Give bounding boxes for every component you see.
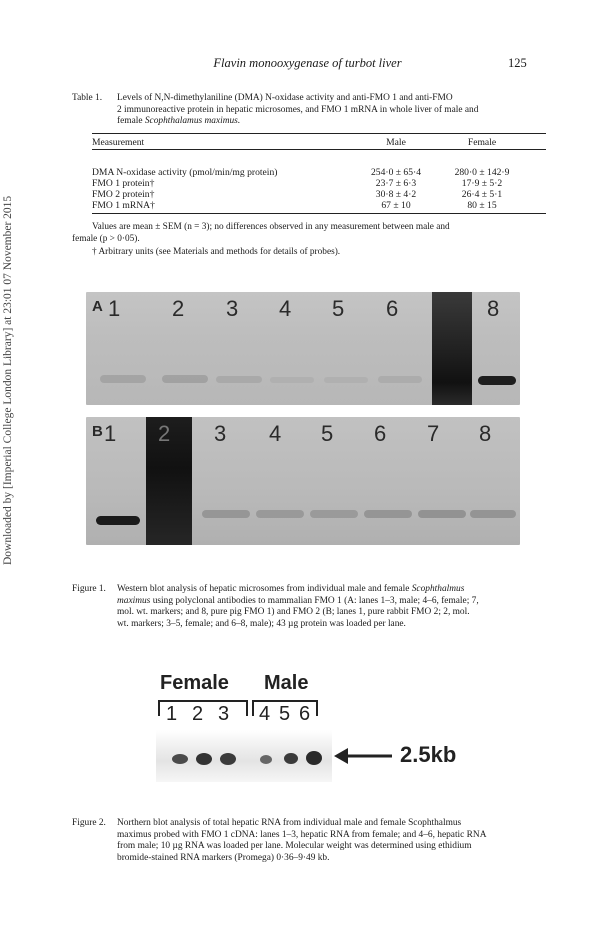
lane-label: 7 (427, 421, 440, 446)
table-cell-female: 17·9 ± 5·2 (461, 178, 503, 189)
table-note-line-1: Values are mean ± SEM (n = 3); no differences observed in any measurement between male and (92, 222, 450, 232)
lane-label: 1 (166, 703, 178, 725)
table-footnote: † Arbitrary units (see Materials and methods for details of probes). (92, 247, 341, 257)
figure1-caption-line-2: using polyclonal antibodies to mammalian FMO 1 (A: lanes 1–3, male; 4–6, female; 7, (150, 595, 479, 606)
lane-label: 8 (479, 421, 492, 446)
table-cell-male: 23·7 ± 6·3 (375, 178, 417, 189)
blot-band (470, 510, 516, 518)
blot-band (162, 375, 208, 383)
lane-label: 2 (192, 703, 204, 725)
lane-label: 3 (218, 703, 230, 725)
male-group-label: Male (264, 672, 309, 694)
table-cell-male: 254·0 ± 65·4 (370, 167, 422, 178)
lane-label: 5 (321, 421, 334, 446)
lane-label: 2 (172, 296, 185, 321)
northern-band (172, 754, 188, 764)
figure2-caption-label: Figure 2. (72, 818, 106, 828)
panel-a-label: A (92, 298, 103, 315)
blot-band (100, 375, 146, 383)
figure2-caption-line-1: Northern blot analysis of total hepatic RNA from individual male and female Scophthalmus (117, 818, 462, 828)
table-header-female: Female (467, 137, 497, 148)
size-marker-label: 2.5kb (400, 742, 457, 767)
lane-label: 4 (259, 703, 271, 725)
blot-band (270, 377, 314, 383)
lane-label: 6 (374, 421, 387, 446)
figure1-caption-line-1: Western blot analysis of hepatic microsomes from individual male and female (117, 584, 412, 594)
page-number: 125 (508, 56, 527, 70)
western-blot-panel-b (86, 417, 520, 545)
table-cell-measurement: FMO 2 protein† (92, 189, 155, 200)
table-cell-measurement: FMO 1 protein† (92, 178, 155, 189)
table-note-line-2: female (p > 0·05). (72, 234, 140, 244)
table-caption (72, 93, 547, 128)
table-cell-measurement: FMO 1 mRNA† (92, 200, 155, 211)
blot-band-strong (478, 376, 516, 385)
blot-band-strong (96, 516, 140, 525)
panel-b-label: B (92, 423, 103, 440)
lane-label: 6 (299, 703, 311, 725)
table-cell-male: 67 ± 10 (381, 200, 411, 211)
western-blot-panel-a (86, 292, 520, 405)
table-bottom-rule (92, 213, 546, 214)
lane-label: 5 (279, 703, 291, 725)
table-top-rule (92, 133, 546, 134)
blot-band (364, 510, 412, 518)
blot-band (310, 510, 358, 518)
northern-band (284, 753, 298, 764)
table-caption-line-2: 2 immunoreactive protein in hepatic microsomes, and FMO 1 mRNA in whole liver of male and (117, 104, 479, 115)
lane-label: 8 (487, 296, 500, 321)
lane-label: 2 (158, 421, 171, 446)
table-label: Table 1. (72, 93, 103, 103)
table-cell-male: 30·8 ± 4·2 (375, 189, 417, 200)
northern-band (306, 751, 322, 765)
lane-label: 1 (104, 421, 117, 446)
northern-blot-figure (156, 668, 496, 808)
running-header-title: Flavin monooxygenase of turbot liver (213, 56, 402, 70)
lane-label: 6 (386, 296, 399, 321)
figure1-caption-species: Scophthalmus (411, 584, 465, 594)
blot-band (256, 510, 304, 518)
figure1-caption-line-4: wt. markers; 3–5, female; and 6–8, male); 43 µg protein was loaded per lane. (117, 618, 406, 629)
table-header-male: Male (386, 137, 406, 148)
table-caption-line-1: Levels of N,N-dimethylaniline (DMA) N-oxidase activity and anti-FMO 1 and anti-FMO (117, 93, 453, 103)
northern-band (220, 753, 236, 765)
table-cell-measurement: DMA N-oxidase activity (pmol/min/mg protein) (92, 167, 278, 178)
table-cell-female: 280·0 ± 142·9 (454, 167, 510, 178)
arrow-left-icon (334, 746, 394, 766)
blot-band (202, 510, 250, 518)
northern-blot-strip (156, 730, 332, 782)
table-caption-species: Scophthalamus maximus. (144, 116, 241, 126)
blot-band (324, 377, 368, 383)
table-note (92, 222, 547, 234)
figure1-caption-species-2: maximus (117, 595, 151, 606)
marker-lane-smear (432, 292, 472, 405)
table-cell-female: 80 ± 15 (467, 200, 497, 211)
figure2-caption (72, 818, 552, 864)
download-watermark: Downloaded by [Imperial College London Library] at 23:01 07 November 2015 (2, 195, 14, 566)
lane-label: 4 (269, 421, 282, 446)
figure1-caption-label: Figure 1. (72, 584, 106, 594)
lane-label: 3 (214, 421, 227, 446)
lane-label: 5 (332, 296, 345, 321)
table-caption-line-3: female (117, 116, 145, 126)
lane-label: 1 (108, 296, 121, 321)
figure1-caption-line-3: mol. wt. markers; and 8, pure pig FMO 1) and FMO 2 (B; lanes 1, pure rabbit FMO 2; 2, mol. (117, 607, 470, 617)
northern-band (260, 755, 272, 764)
table-header-rule (92, 149, 546, 150)
figure2-caption-line-2: maximus probed with FMO 1 cDNA: lanes 1–3, hepatic RNA from female; and 4–6, hepatic RNA (117, 829, 487, 840)
blot-band (378, 376, 422, 383)
figure1-caption (72, 584, 552, 630)
lane-label: 3 (226, 296, 239, 321)
table-cell-female: 26·4 ± 5·1 (461, 189, 503, 200)
northern-band (196, 753, 212, 765)
blot-band (418, 510, 466, 518)
figure2-caption-line-3: from male; 10 µg RNA was loaded per lane. Molecular weight was determined using ethidium (117, 841, 472, 851)
blot-band (216, 376, 262, 383)
lane-label: 4 (279, 296, 292, 321)
female-group-label: Female (160, 672, 229, 694)
table-header-measurement: Measurement (92, 137, 145, 148)
figure2-caption-line-4: bromide-stained RNA markers (Promega) 0·36–9·49 kb. (117, 852, 330, 863)
